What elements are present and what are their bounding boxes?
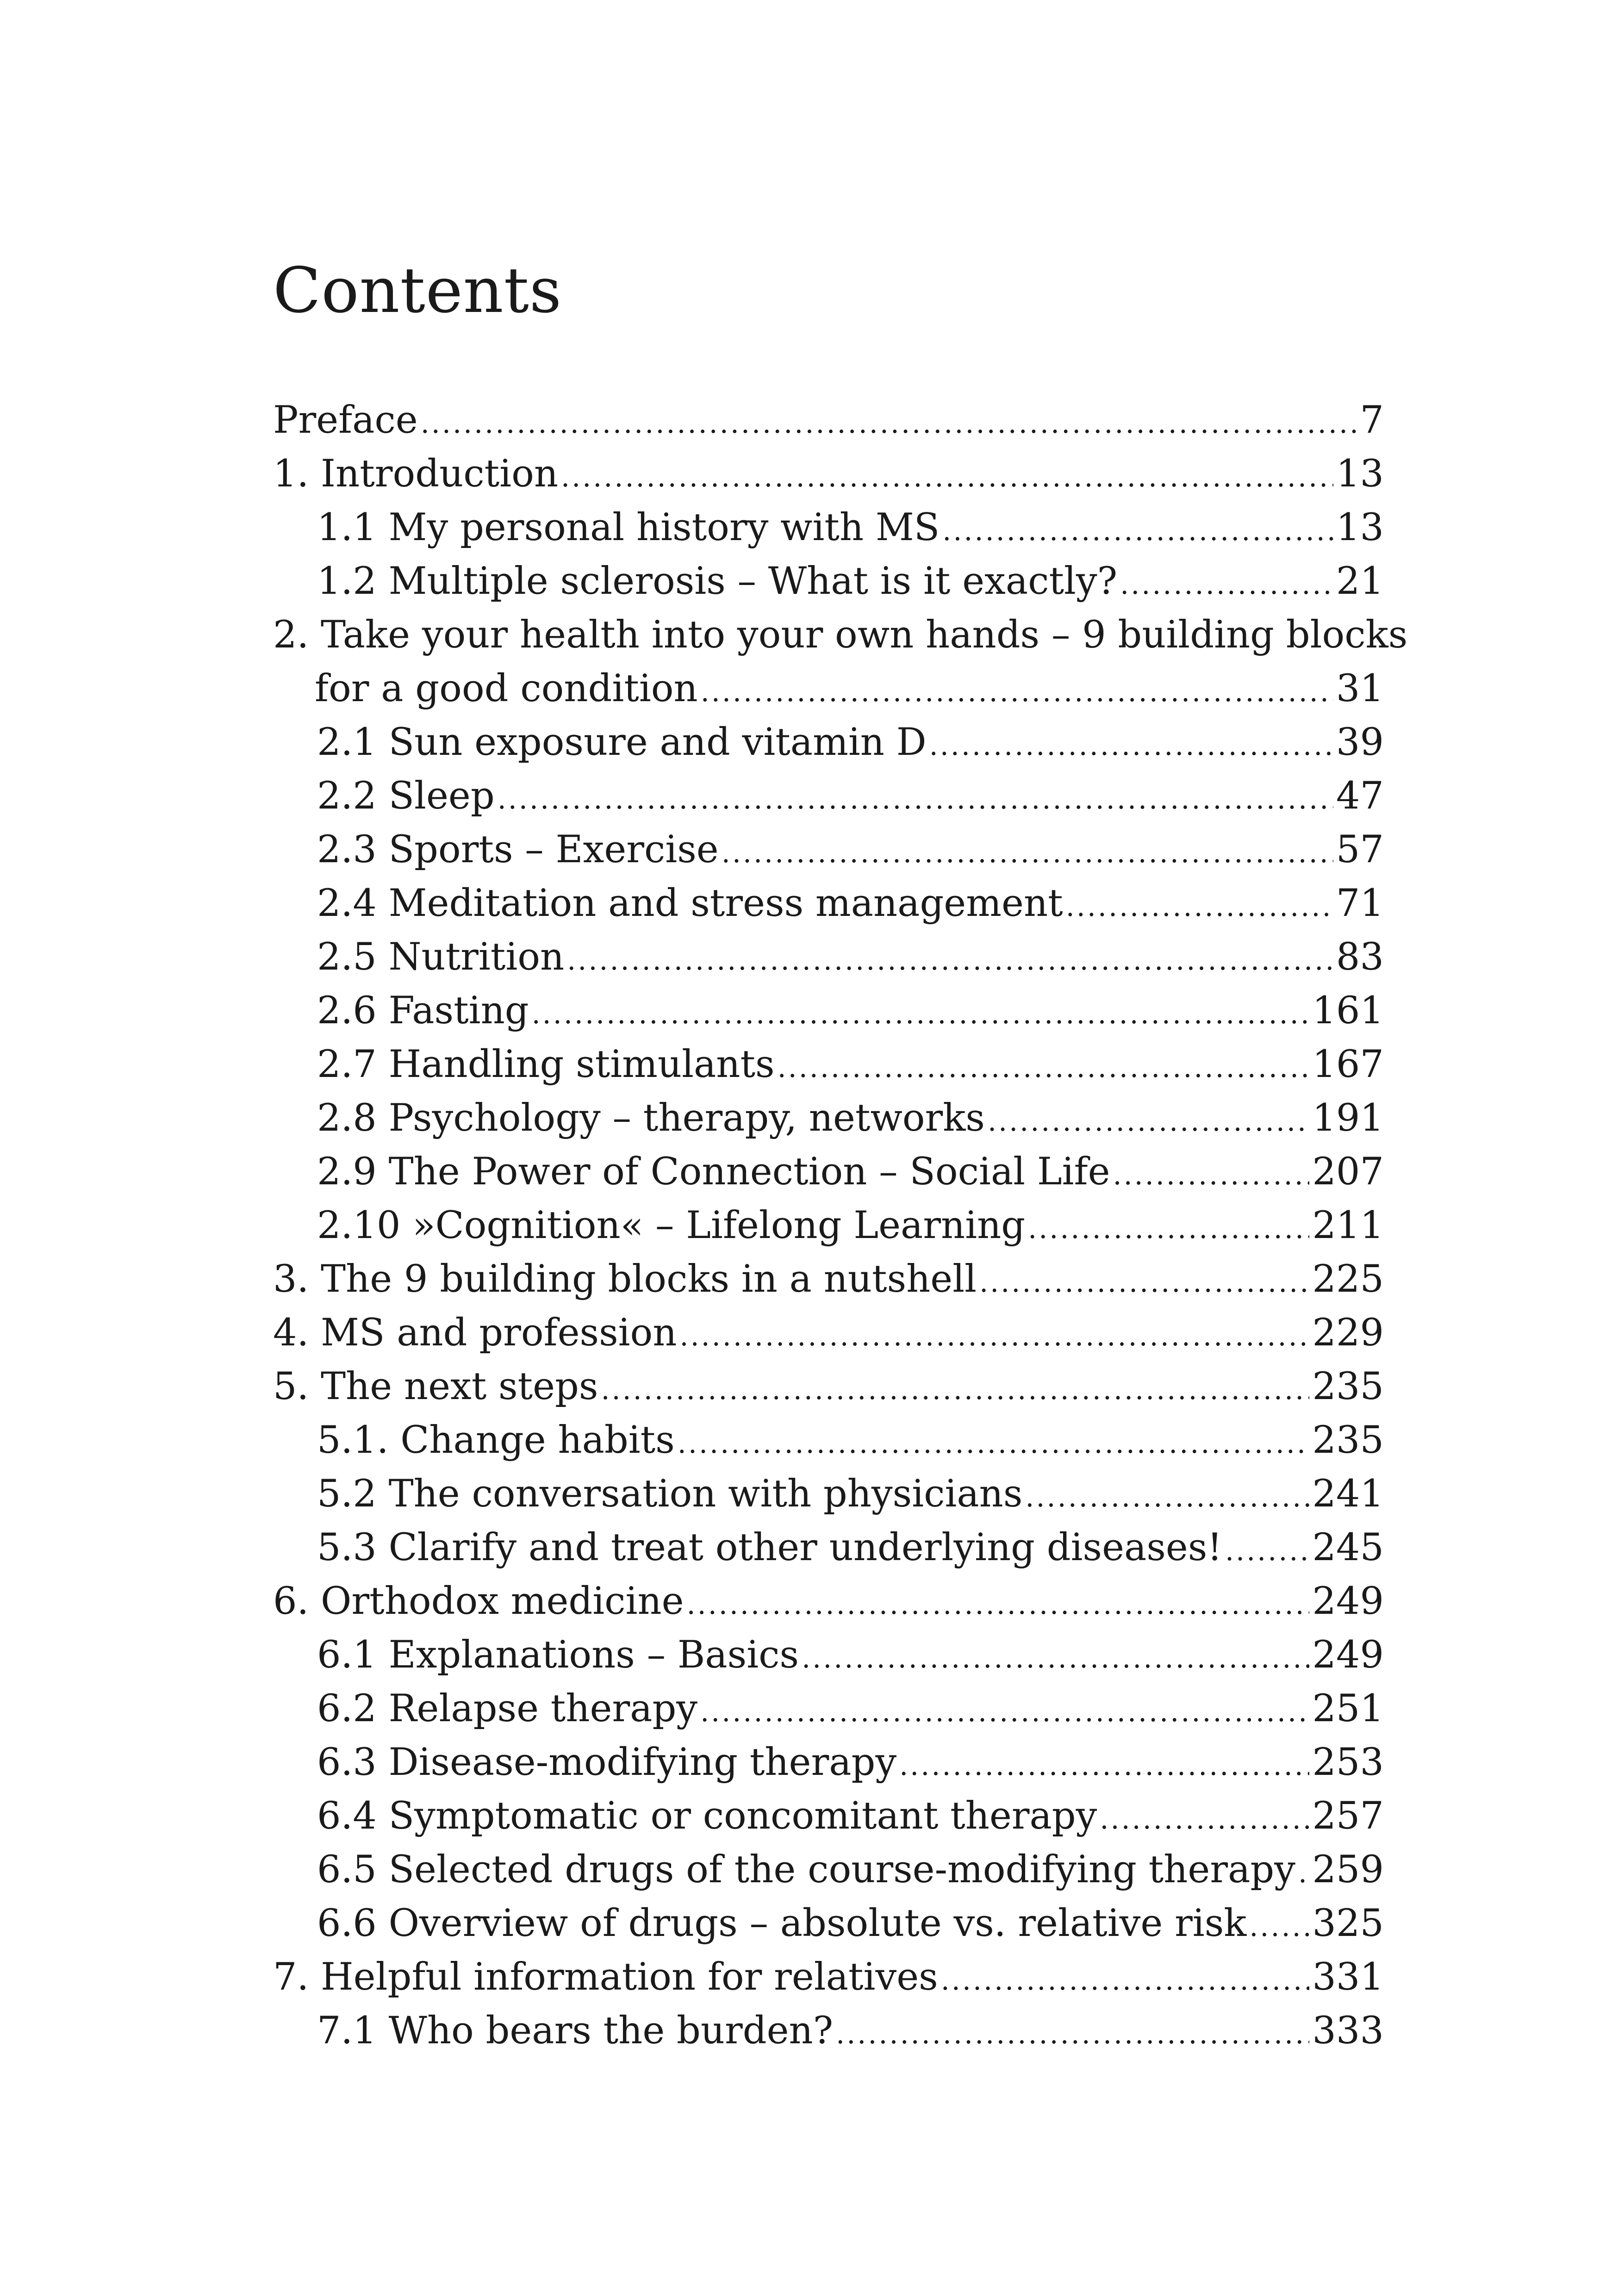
dot-leader: [988, 1095, 1309, 1148]
toc-entry-label: 5.1. Change habits: [317, 1419, 675, 1462]
toc-entry: [273, 769, 1384, 823]
toc-entry: [273, 1574, 1384, 1628]
toc-entry-label: 5. The next steps: [273, 1365, 598, 1408]
toc-entry-page-number: 211: [1312, 1204, 1384, 1247]
toc-entry: [273, 877, 1384, 930]
toc-entry-label: 2.8 Psychology – therapy, networks: [317, 1096, 985, 1140]
toc-entry-label: 2.6 Fasting: [317, 989, 529, 1033]
dot-leader: [1100, 1792, 1309, 1846]
toc-entry-label: 2.9 The Power of Connection – Social Life: [317, 1150, 1110, 1194]
dot-leader: [929, 719, 1333, 772]
dot-leader: [701, 665, 1333, 719]
toc-entry: [273, 1038, 1384, 1091]
page-title: Contents: [273, 254, 562, 327]
toc-entry-page-number: 229: [1312, 1311, 1384, 1355]
toc-entry: [273, 1628, 1384, 1682]
toc-entry-label: 2. Take your health into your own hands – 9 building blocks: [273, 613, 1408, 657]
dot-leader: [421, 397, 1357, 450]
dot-leader: [778, 1041, 1310, 1095]
dot-leader: [498, 772, 1333, 826]
toc-entry: [273, 608, 1408, 662]
dot-leader: [802, 1631, 1309, 1685]
toc-entry: [273, 1736, 1384, 1789]
dot-leader: [687, 1578, 1310, 1631]
toc-entry: [273, 1897, 1384, 1950]
toc-entry-page-number: 225: [1312, 1257, 1384, 1301]
toc-entry: [273, 823, 1384, 877]
toc-entry-page-number: 21: [1336, 560, 1384, 603]
toc-entry-page-number: 253: [1312, 1741, 1384, 1784]
dot-leader: [1113, 1148, 1310, 1202]
toc-entry-label: 6. Orthodox medicine: [273, 1580, 684, 1623]
toc-entry-label: 2.3 Sports – Exercise: [317, 828, 719, 871]
toc-entry: [273, 1950, 1384, 2004]
toc-entry-page-number: 245: [1312, 1526, 1384, 1569]
dot-leader: [941, 1954, 1310, 2007]
dot-leader: [1028, 1202, 1309, 1256]
toc-entry-label: 6.1 Explanations – Basics: [317, 1633, 799, 1677]
toc-entry-page-number: 31: [1336, 667, 1384, 710]
toc-entry-label: 2.5 Nutrition: [317, 935, 565, 979]
toc-entry: [273, 501, 1384, 554]
dot-leader: [942, 504, 1333, 558]
toc-entry-label: Preface: [273, 398, 418, 442]
dot-leader: [722, 826, 1333, 880]
toc-entry-page-number: 39: [1336, 721, 1384, 764]
dot-leader: [561, 450, 1333, 504]
dot-leader: [1249, 1900, 1309, 1954]
dot-leader: [700, 1685, 1309, 1739]
toc-entry-label: 2.7 Handling stimulants: [317, 1043, 775, 1086]
toc-entry-label: 5.2 The conversation with physicians: [317, 1472, 1023, 1516]
toc-entry: [273, 1521, 1384, 1574]
toc-entry: [273, 930, 1384, 984]
toc-entry-label: 6.2 Relapse therapy: [317, 1687, 698, 1730]
toc-entry-label: 6.3 Disease-modifying therapy: [317, 1741, 897, 1784]
toc-entry-page-number: 235: [1312, 1419, 1384, 1462]
toc-entry-label: 2.1 Sun exposure and vitamin D: [317, 721, 927, 764]
toc-entry: [273, 1306, 1384, 1360]
dot-leader: [1298, 1846, 1309, 1900]
dot-leader: [1025, 1470, 1309, 1524]
toc-entry: [273, 984, 1384, 1038]
toc-entry-label: 3. The 9 building blocks in a nutshell: [273, 1257, 977, 1301]
toc-entry-page-number: 191: [1312, 1096, 1384, 1140]
dot-leader: [1225, 1524, 1309, 1578]
toc-entry-page-number: 249: [1312, 1633, 1384, 1677]
toc-entry: [273, 447, 1384, 501]
toc-entry-page-number: 207: [1312, 1150, 1384, 1194]
toc-entry-label: 1.1 My personal history with MS: [317, 506, 940, 549]
dot-leader: [979, 1256, 1309, 1309]
toc-entry-page-number: 257: [1312, 1794, 1384, 1838]
toc-entry-page-number: 7: [1360, 398, 1384, 442]
toc-entry-page-number: 83: [1336, 935, 1384, 979]
toc-entry-page-number: 57: [1336, 828, 1384, 871]
dot-leader: [1120, 558, 1333, 611]
toc-entry-label: for a good condition: [315, 667, 698, 710]
toc-entry-label: 2.4 Meditation and stress management: [317, 882, 1063, 925]
dot-leader: [680, 1309, 1310, 1363]
toc-entry: [273, 554, 1384, 608]
toc-entry-page-number: 13: [1336, 506, 1384, 549]
toc-entry-page-number: 331: [1312, 1955, 1384, 1999]
toc-entry-page-number: 259: [1312, 1848, 1384, 1892]
toc-entry-page-number: 47: [1336, 774, 1384, 818]
dot-leader: [601, 1363, 1309, 1417]
dot-leader: [532, 987, 1310, 1041]
toc-entry: [273, 1682, 1384, 1736]
toc-entry: [273, 1843, 1384, 1897]
toc-entry: [273, 716, 1384, 769]
toc-entry-label: 6.6 Overview of drugs – absolute vs. relative risk: [317, 1902, 1247, 1945]
toc-entry-label: 7. Helpful information for relatives: [273, 1955, 938, 1999]
dot-leader: [567, 933, 1333, 987]
toc-entry: [273, 1413, 1384, 1467]
toc-entry-page-number: 71: [1336, 882, 1384, 925]
toc-entry: [273, 2004, 1384, 2058]
toc-entry-label: 4. MS and profession: [273, 1311, 677, 1355]
toc-entry-page-number: 333: [1312, 2009, 1384, 2053]
toc-entry-label: 2.10 »Cognition« – Lifelong Learning: [317, 1204, 1026, 1247]
toc-entry: [273, 1252, 1384, 1306]
toc-entry: [273, 393, 1384, 447]
table-of-contents: [273, 393, 1408, 2058]
toc-entry: [273, 1789, 1384, 1843]
toc-entry-page-number: 251: [1312, 1687, 1384, 1730]
toc-entry-page-number: 249: [1312, 1580, 1384, 1623]
dot-leader: [899, 1739, 1309, 1792]
toc-entry-label: 6.5 Selected drugs of the course-modifying therapy: [317, 1848, 1295, 1892]
toc-entry-label: 7.1 Who bears the burden?: [317, 2009, 834, 2053]
toc-entry: [273, 662, 1384, 716]
toc-entry-label: 6.4 Symptomatic or concomitant therapy: [317, 1794, 1097, 1838]
toc-entry-page-number: 167: [1312, 1043, 1384, 1086]
toc-entry: [273, 1467, 1384, 1521]
toc-entry-label: 5.3 Clarify and treat other underlying diseases!: [317, 1526, 1222, 1569]
toc-entry-label: 2.2 Sleep: [317, 774, 495, 818]
toc-entry: [273, 1199, 1384, 1252]
toc-entry-page-number: 325: [1312, 1902, 1384, 1945]
toc-entry: [273, 1145, 1384, 1199]
toc-entry-page-number: 161: [1312, 989, 1384, 1033]
toc-entry: [273, 1091, 1384, 1145]
dot-leader: [1066, 880, 1333, 933]
toc-entry-page-number: 13: [1336, 452, 1384, 496]
toc-entry-label: 1. Introduction: [273, 452, 559, 496]
dot-leader: [836, 2007, 1309, 2061]
toc-entry-page-number: 241: [1312, 1472, 1384, 1516]
toc-entry-page-number: 235: [1312, 1365, 1384, 1408]
toc-entry-label: 1.2 Multiple sclerosis – What is it exactly?: [317, 560, 1118, 603]
dot-leader: [678, 1417, 1310, 1470]
toc-entry: [273, 1360, 1384, 1413]
